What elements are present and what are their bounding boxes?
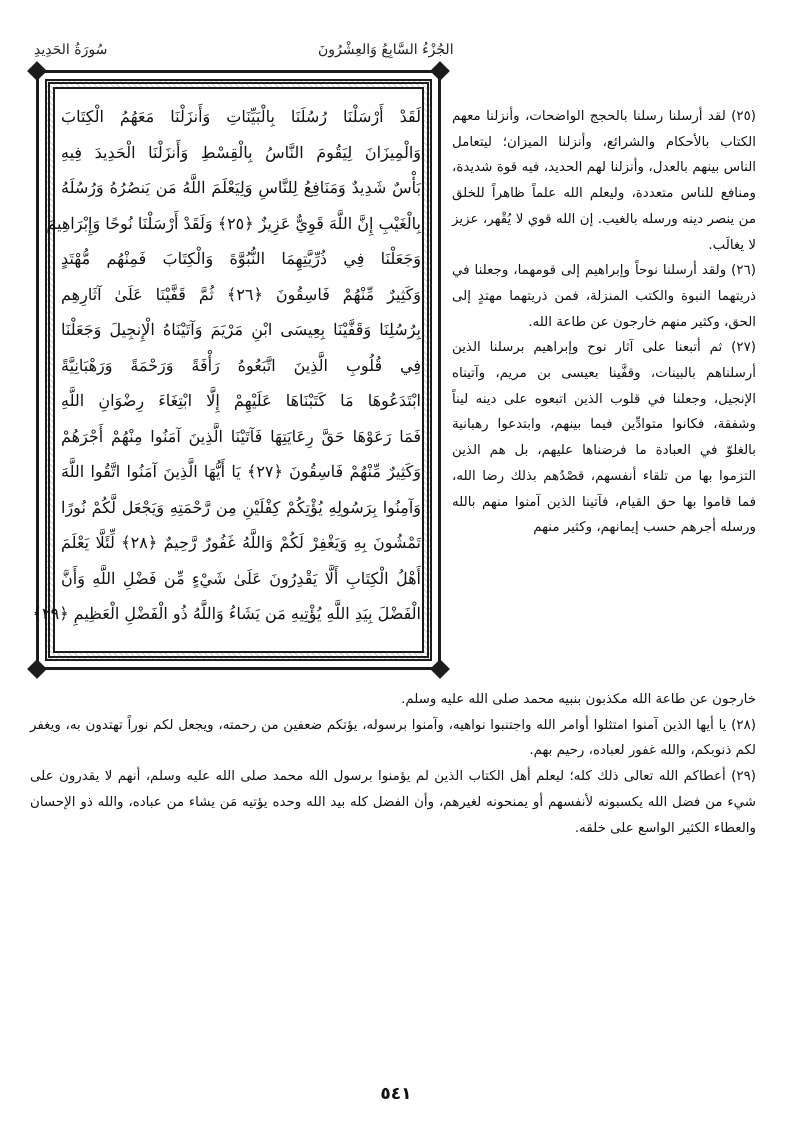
quran-line: الْفَضْلَ بِيَدِ اللَّهِ يُؤْتِيهِ مَن يَشَاءُ وَاللَّهُ ذُو الْفَضْلِ الْعَظِيمِ ﴿٢٩﴾ xyxy=(32,604,421,623)
tafsir-paragraph-29: (٢٩) أعطاكم الله تعالى ذلك كله؛ ليعلم أهل الكتاب الذين لم يؤمنوا برسول الله محمد صلى الله عليه وسلم، أنهم لا يقدرون على شيء من فضل الله يكسبونه لأنفسهم أو يمنحونه لغيرهم، وأن الفضل كله بيد الله وحده يؤتيه مَن يشاء من عباده، والله ذو الإحسان والعطاء الكثير الواسع على خلقه. xyxy=(30,769,756,836)
quran-line: بِرُسُلِنَا وَقَفَّيْنَا بِعِيسَى ابْنِ مَرْيَمَ وَآتَيْنَاهُ الْإِنجِيلَ وَجَعَلْنَا xyxy=(61,320,421,339)
quran-line: وَآمِنُوا بِرَسُولِهِ يُؤْتِكُمْ كِفْلَيْنِ مِن رَّحْمَتِهِ وَيَجْعَل لَّكُمْ نُورًا xyxy=(61,497,421,517)
tafsir-column xyxy=(452,104,756,541)
quran-line: تَمْشُونَ بِهِ وَيَغْفِرْ لَكُمْ وَاللَّهُ غَفُورٌ رَّحِيمٌ ﴿٢٨﴾ لِّئَلَّا يَعْلَمَ xyxy=(61,533,421,552)
quran-text xyxy=(32,99,422,632)
quran-line: أَهْلُ الْكِتَابِ أَلَّا يَقْدِرُونَ عَلَىٰ شَيْءٍ مِّن فَضْلِ اللَّهِ وَأَنَّ xyxy=(61,568,421,588)
quran-line: وَكَثِيرٌ مِّنْهُمْ فَاسِقُونَ ﴿٢٧﴾ يَا أَيُّهَا الَّذِينَ آمَنُوا اتَّقُوا اللَّهَ xyxy=(61,462,422,481)
quran-line: لَقَدْ أَرْسَلْنَا رُسُلَنَا بِالْبَيِّنَاتِ وَأَنزَلْنَا مَعَهُمُ الْكِتَابَ xyxy=(61,107,421,126)
quran-line: وَالْمِيزَانَ لِيَقُومَ النَّاسُ بِالْقِسْطِ وَأَنزَلْنَا الْحَدِيدَ فِيهِ xyxy=(61,142,421,162)
juz-header: الجُزْءُ السَّابِعُ وَالعِشْرُونَ xyxy=(318,42,454,58)
quran-line: فِي قُلُوبِ الَّذِينَ اتَّبَعُوهُ رَأْفَةً وَرَحْمَةً وَرَهْبَانِيَّةً xyxy=(61,355,421,375)
quran-text-frame xyxy=(32,70,441,670)
frame-corner-ornament xyxy=(430,659,450,679)
tafsir-paragraph-28: (٢٨) يا أيها الذين آمنوا امتثلوا أوامر الله واجتنبوا نواهيه، وآمنوا برسوله، يؤتكم ضعفين من رحمته، ويجعل لكم نوراً تهتدون به، ويغفر لكم ذنوبكم، والله غفور لعباده، رحيم بهم. xyxy=(30,717,756,759)
page-number: ٥٤١ xyxy=(380,1084,412,1104)
surah-name-header: سُورَةُ الحَدِيدِ xyxy=(34,42,108,58)
quran-line: وَكَثِيرٌ مِّنْهُمْ فَاسِقُونَ ﴿٢٦﴾ ثُمَّ قَفَّيْنَا عَلَىٰ آثَارِهِم xyxy=(61,284,422,304)
quran-line: بِالْغَيْبِ إِنَّ اللَّهَ قَوِيٌّ عَزِيزٌ ﴿٢٥﴾ وَلَقَدْ أَرْسَلْنَا نُوحًا وَإِبْرَاهِيمَ xyxy=(46,213,421,233)
tafsir-paragraph-27-cont: خارجون عن طاعة الله مكذبون بنبيه محمد صلى الله عليه وسلم. xyxy=(401,692,756,707)
frame-corner-ornament xyxy=(27,659,47,679)
quran-line: فَمَا رَعَوْهَا حَقَّ رِعَايَتِهَا فَآتَيْنَا الَّذِينَ آمَنُوا مِنْهُمْ أَجْرَهُمْ xyxy=(61,426,421,446)
quran-line: ابْتَدَعُوهَا مَا كَتَبْنَاهَا عَلَيْهِمْ إِلَّا ابْتِغَاءَ رِضْوَانِ اللَّهِ xyxy=(61,391,421,410)
tafsir-full-width xyxy=(30,687,756,841)
tafsir-paragraph-27: (٢٧) ثم أتبعنا على آثار نوح وإبراهيم برسلنا الذين أرسلناهم بالبينات، وقفَّينا بعيسى بن مريم، وآتيناه الإنجيل، وجعلنا في قلوب الذين اتبعوه على دينه ليناً وشفقة، فكانوا متوادِّين فيما بينهم، وابتدعوا رهبانية بالغلوّ في العبادة ما فرضناها عليهم، بل هم الذين التزموا بها من تلقاء أنفسهم، قصْدُهم بذلك رضا الله، فما قاموا بها حق القيام، فآتينا الذين آمنوا منهم بالله ورسله أجرهم حسب إيمانهم، وكثير منهم xyxy=(452,340,756,536)
quran-line: بَأْسٌ شَدِيدٌ وَمَنَافِعُ لِلنَّاسِ وَلِيَعْلَمَ اللَّهُ مَن يَنصُرُهُ وَرُسُلَهُ xyxy=(61,178,421,197)
tafsir-paragraph-25: (٢٥) لقد أرسلنا رسلنا بالحجج الواضحات، وأنزلنا معهم الكتاب بالأحكام والشرائع، وأنزلنا الميزان؛ ليتعامل الناس بينهم بالعدل، وأنزلنا لهم الحديد، فيه قوة شديدة، ومنافع للناس متعددة، وليعلم الله علماً ظاهراً للخلق من ينصر دينه ورسله بالغيب. إن الله قوي لا يُقْهر، عزيز لا يغالَب. xyxy=(452,109,756,253)
quran-line: وَجَعَلْنَا فِي ذُرِّيَّتِهِمَا النُّبُوَّةَ وَالْكِتَابَ فَمِنْهُم مُّهْتَدٍ xyxy=(61,249,421,268)
tafsir-paragraph-26: (٢٦) ولقد أرسلنا نوحاً وإبراهيم إلى قومهما، وجعلنا في ذريتهما النبوة والكتب المنزلة، فمن ذريتهما مهتدٍ إلى الحق، وكثير منهم خارجون عن طاعة الله. xyxy=(452,263,756,330)
